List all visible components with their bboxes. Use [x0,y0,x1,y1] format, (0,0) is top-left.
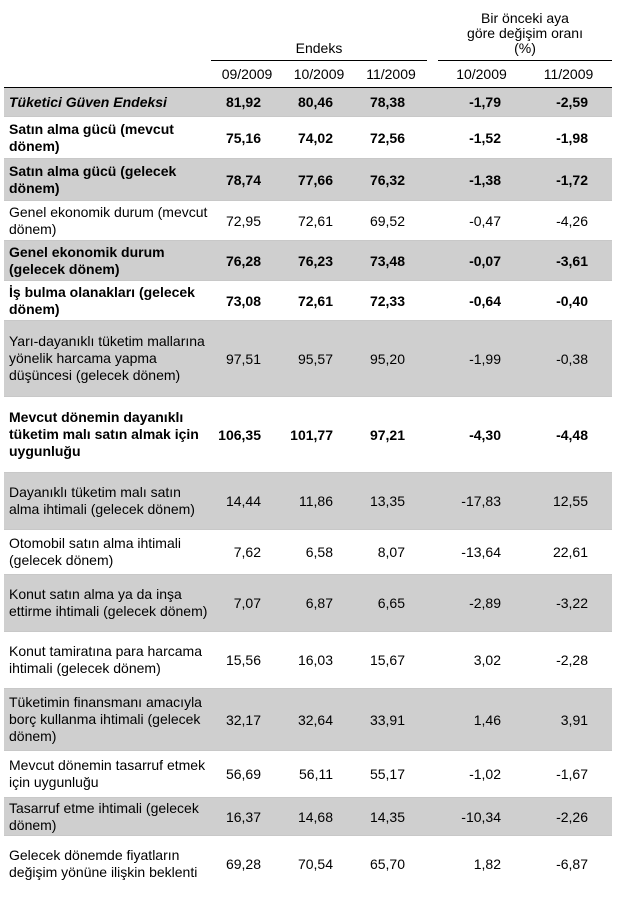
header-period-11-2009: 11/2009 [355,61,427,88]
row-label: Tüketici Güven Endeksi [4,88,211,117]
index-value-09-2009: 69,28 [225,856,261,873]
header-change-line2: göre değişim oranı [467,25,583,41]
index-value-11-2009: 33,91 [355,689,427,751]
row-label: Tüketimin finansmanı amacıyla borç kullanma ihtimali (gelecek dönem) [4,689,211,751]
row-label: Mevcut dönemin dayanıklı tüketim malı satın almak için uygunluğu [4,397,211,473]
change-value-10-2009: -17,83 [438,473,525,530]
gap-cell [427,836,438,893]
row-label: Mevcut dönemin tasarruf etmek için uygunluğu [4,751,211,798]
change-value-10-2009: -0,64 [438,281,525,321]
table-row [4,159,612,201]
change-value-11-2009: 12,55 [525,473,612,530]
header-change-line1: Bir önceki aya [481,10,569,26]
index-value-09-2009: 32,17 [211,689,283,751]
index-value-10-2009: 56,11 [283,751,355,798]
index-value-09-2009: 81,92 [211,88,283,117]
change-value-10-2009: -1,79 [438,88,525,117]
index-value-11-2009: 65,70 [369,856,405,873]
change-value-11-2009: -4,26 [525,201,612,241]
index-value-10-2009: 6,87 [283,575,355,632]
consumer-confidence-table-sheet [4,0,612,893]
change-value-10-2009: -1,99 [438,321,525,397]
change-value-10-2009: -1,52 [438,117,525,159]
consumer-confidence-table [4,0,612,893]
index-value-10-2009: 77,66 [283,159,355,201]
index-value-10-2009: 80,46 [283,88,355,117]
change-value-11-2009: 22,61 [525,530,612,575]
row-label: Genel ekonomik durum (gelecek dönem) [4,241,211,281]
index-value-10-2009: 74,02 [283,117,355,159]
change-value-11-2009: -6,87 [556,856,589,873]
index-value-11-2009: 76,32 [355,159,427,201]
gap-cell [427,689,438,751]
gap-cell [427,241,438,281]
index-value-10-2009: 6,58 [283,530,355,575]
row-label: Dayanıklı tüketim malı satın alma ihtimali (gelecek dönem) [4,473,211,530]
header-period-row [4,61,612,88]
index-value-11-2009: 8,07 [355,530,427,575]
change-value-10-2009: 1,46 [438,689,525,751]
table-row [4,575,612,632]
table-row [4,241,612,281]
table-row [4,321,612,397]
index-value-11-2009: 14,35 [355,798,427,836]
change-value-11-2009: -0,40 [525,281,612,321]
row-label: Otomobil satın alma ihtimali (gelecek dönem) [4,530,211,575]
header-change-group [438,0,612,61]
change-value-10-2009: -1,38 [438,159,525,201]
change-value-11-2009: -0,38 [525,321,612,397]
gap-cell [427,281,438,321]
header-gap-cell [427,61,438,88]
index-value-09-2009: 16,37 [211,798,283,836]
row-label: Konut tamiratına para harcama ihtimali (gelecek dönem) [4,632,211,689]
index-value-09-2009: 7,07 [211,575,283,632]
index-value-09-2009: 56,69 [211,751,283,798]
table-row [4,88,612,117]
gap-cell [427,159,438,201]
table-row [4,281,612,321]
gap-cell [427,397,438,473]
table-row [4,473,612,530]
table-row [4,117,612,159]
table-row [4,397,612,473]
change-value-10-2009: -13,64 [438,530,525,575]
row-label: Genel ekonomik durum (mevcut dönem) [4,201,211,241]
index-value-10-2009: 16,03 [283,632,355,689]
change-value-10-2009: -0,07 [438,241,525,281]
gap-cell [427,88,438,117]
table-row [4,798,612,836]
header-label-column [4,61,211,88]
index-value-10-2009: 101,77 [283,397,355,473]
change-value-10-2009: 1,82 [473,856,501,873]
index-value-11-2009: 13,35 [355,473,427,530]
header-period-10-2009: 10/2009 [283,61,355,88]
index-value-11-2009: 95,20 [355,321,427,397]
gap-cell [427,473,438,530]
row-label: Tasarruf etme ihtimali (gelecek dönem) [4,798,211,836]
header-period-09-2009: 09/2009 [211,61,283,88]
index-value-09-2009: 72,95 [211,201,283,241]
index-value-10-2009: 72,61 [283,281,355,321]
gap-cell [427,117,438,159]
table-row [4,530,612,575]
index-value-10-2009: 76,23 [283,241,355,281]
table-row [4,751,612,798]
index-value-09-2009: 7,62 [211,530,283,575]
change-value-10-2009: -2,89 [438,575,525,632]
change-value-11-2009: -2,26 [525,798,612,836]
table-row [4,632,612,689]
change-value-10-2009: -0,47 [438,201,525,241]
change-value-11-2009: -1,98 [525,117,612,159]
index-value-09-2009: 75,16 [211,117,283,159]
index-value-11-2009: 78,38 [355,88,427,117]
index-value-11-2009: 72,33 [355,281,427,321]
gap-cell [427,201,438,241]
header-blank-cell [4,0,211,61]
index-value-09-2009: 97,51 [211,321,283,397]
index-value-10-2009: 32,64 [283,689,355,751]
index-value-09-2009: 15,56 [211,632,283,689]
index-value-11-2009: 69,52 [355,201,427,241]
change-value-11-2009: -4,48 [525,397,612,473]
header-change-period-11-2009: 11/2009 [525,61,612,88]
gap-cell [427,632,438,689]
header-index-group: Endeks [211,0,427,61]
change-value-11-2009: -3,22 [525,575,612,632]
change-value-10-2009: -4,30 [438,397,525,473]
table-row [4,836,612,893]
index-value-09-2009: 78,74 [211,159,283,201]
table-row [4,201,612,241]
index-value-10-2009: 70,54 [297,856,333,873]
gap-cell [427,575,438,632]
gap-cell [427,751,438,798]
change-value-11-2009: -1,67 [525,751,612,798]
index-value-11-2009: 97,21 [355,397,427,473]
gap-cell [427,321,438,397]
change-value-11-2009: -2,59 [525,88,612,117]
change-value-10-2009: -1,02 [438,751,525,798]
index-value-11-2009: 73,48 [355,241,427,281]
change-value-11-2009: -3,61 [525,241,612,281]
header-group-row [4,0,612,61]
index-value-09-2009: 106,35 [211,397,283,473]
header-change-line3: (%) [514,40,536,56]
index-value-11-2009: 55,17 [355,751,427,798]
row-label: Gelecek dönemde fiyatların değişim yönüne ilişkin beklenti [9,847,198,881]
index-value-10-2009: 95,57 [283,321,355,397]
change-value-11-2009: -2,28 [525,632,612,689]
header-change-period-10-2009: 10/2009 [438,61,525,88]
index-value-09-2009: 76,28 [211,241,283,281]
index-value-10-2009: 11,86 [283,473,355,530]
row-label: Satın alma gücü (gelecek dönem) [4,159,211,201]
row-label: Satın alma gücü (mevcut dönem) [4,117,211,159]
index-value-09-2009: 14,44 [211,473,283,530]
gap-cell [427,798,438,836]
index-value-10-2009: 72,61 [283,201,355,241]
change-value-10-2009: -10,34 [438,798,525,836]
table-row [4,689,612,751]
table-body [4,88,612,893]
change-value-11-2009: 3,91 [525,689,612,751]
change-value-10-2009: 3,02 [438,632,525,689]
index-value-11-2009: 72,56 [355,117,427,159]
row-label: Yarı-dayanıklı tüketim mallarına yönelik harcama yapma düşüncesi (gelecek dönem) [4,321,211,397]
header-gap-cell [427,0,438,61]
index-value-11-2009: 15,67 [355,632,427,689]
row-label: Konut satın alma ya da inşa ettirme ihtimali (gelecek dönem) [4,575,211,632]
row-label: İş bulma olanakları (gelecek dönem) [4,281,211,321]
index-value-10-2009: 14,68 [283,798,355,836]
change-value-11-2009: -1,72 [525,159,612,201]
index-value-11-2009: 6,65 [355,575,427,632]
gap-cell [427,530,438,575]
index-value-09-2009: 73,08 [211,281,283,321]
